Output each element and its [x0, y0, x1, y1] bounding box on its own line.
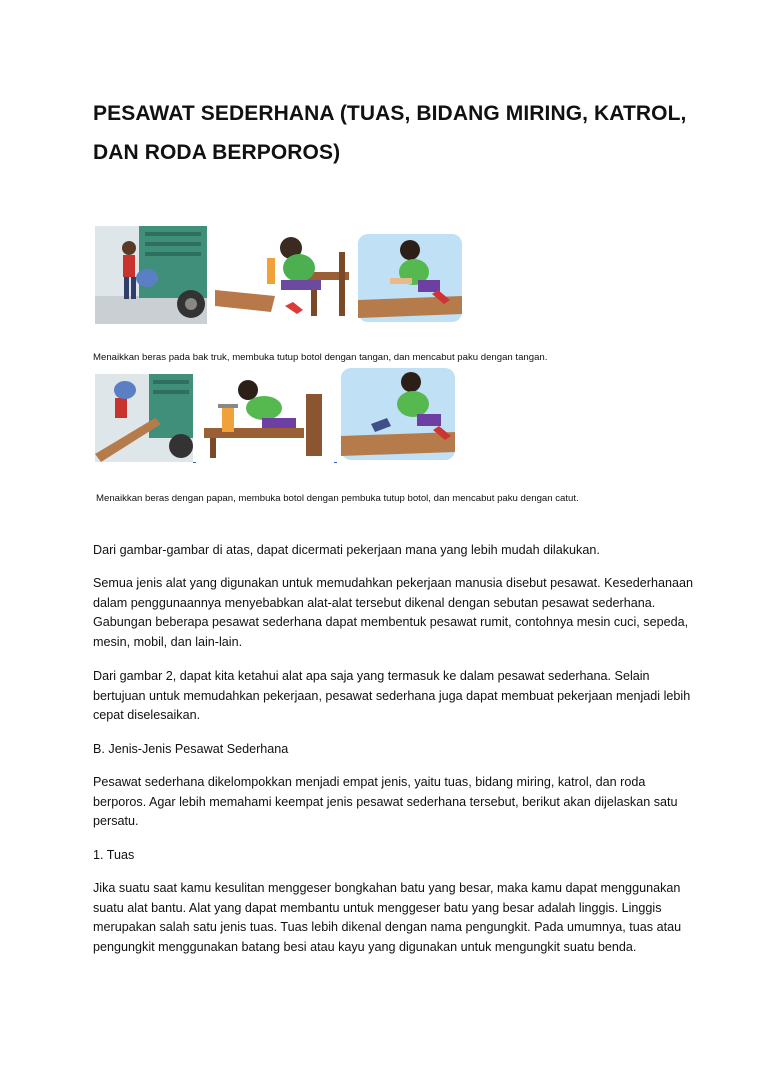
- section-heading-jenis: B. Jenis-Jenis Pesawat Sederhana: [93, 742, 289, 756]
- section-heading-tuas: 1. Tuas: [93, 848, 135, 862]
- document-title: PESAWAT SEDERHANA (TUAS, BIDANG MIRING, KATROL, DAN RODA BERPOROS): [93, 102, 687, 164]
- paragraph-figure-2: Dari gambar 2, dapat kita ketahui alat apa saja yang termasuk ke dalam pesawat sederhana. Selain bertujuan untuk memudahkan pekerjaan, pesawat sederhana juga dapat membuat pekerjaan menjadi lebih cepat diselesaikan.: [93, 669, 691, 723]
- illustration-pulling-nail-with-pliers: [341, 368, 455, 460]
- illustration-opening-bottle-with-opener: [204, 378, 326, 460]
- image-link-underline-2: [334, 462, 337, 463]
- figure-caption-row-2: Menaikkan beras dengan papan, membuka botol dengan pembuka tutup botol, dan mencabut paku dengan catut.: [96, 492, 579, 504]
- illustration-pulling-nail-by-hand: [358, 234, 462, 322]
- paragraph-jenis: Pesawat sederhana dikelompokkan menjadi empat jenis, yaitu tuas, bidang miring, katrol, dan roda berporos. Agar lebih memahami keempat jenis pesawat sederhana tersebut, berikut akan dijelaskan satu persatu.: [93, 775, 678, 829]
- illustration-lifting-rice-with-board: [95, 374, 193, 462]
- illustration-lifting-rice-to-truck: [95, 226, 207, 324]
- image-link-underline-1: [193, 462, 196, 463]
- paragraph-tuas: Jika suatu saat kamu kesulitan menggeser bongkahan batu yang besar, maka kamu dapat menggunakan suatu alat bantu. Alat yang dapat membantu untuk menggeser batu yang besar adalah linggis. Linggis merupakan salah satu jenis tuas. Tuas lebih dikenal dengan nama pengungkit. Pada umumnya, tuas atau pengungkit menggunakan batang besi atau kayu yang digunakan untuk mengungkit suatu benda.: [93, 881, 682, 954]
- figure-caption-row-1: Menaikkan beras pada bak truk, membuka tutup botol dengan tangan, dan mencabut paku dengan tangan.: [93, 351, 548, 363]
- illustration-opening-bottle-by-hand: [215, 232, 351, 322]
- paragraph-definition: Semua jenis alat yang digunakan untuk memudahkan pekerjaan manusia disebut pesawat. Kesederhanaan dalam penggunaannya menyebabkan alat-alat tersebut dikenal dengan sebutan pesawat sederhana. Gabungan beberapa pesawat sederhana dapat membentuk pesawat rumit, contohnya mesin cuci, sepeda, mesin, mobil, dan lain-lain.: [93, 576, 694, 649]
- paragraph-intro: Dari gambar-gambar di atas, dapat dicermati pekerjaan mana yang lebih mudah dilakukan.: [93, 543, 600, 557]
